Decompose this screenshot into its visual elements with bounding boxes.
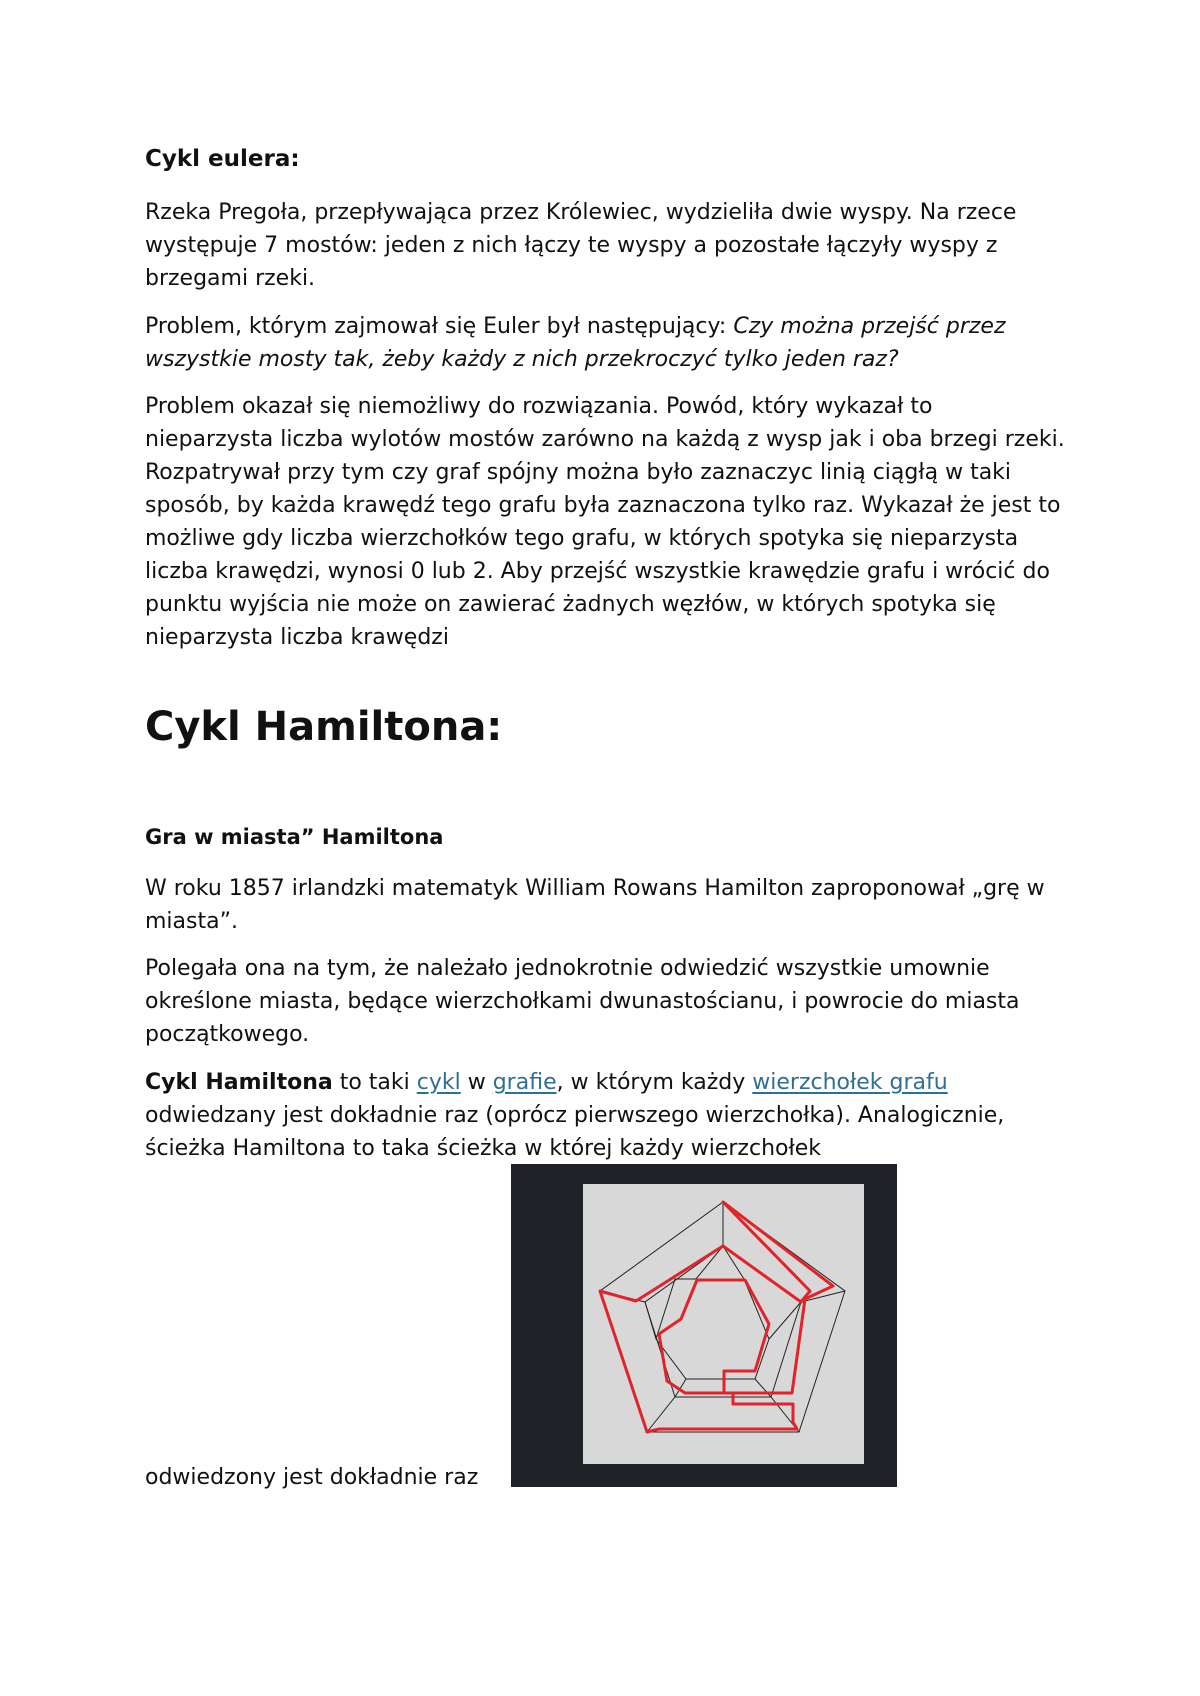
- euler-paragraph-2: [145, 310, 1065, 376]
- link-grafie[interactable]: grafie: [492, 1070, 557, 1095]
- definition-paragraph: [145, 1066, 1065, 1165]
- definition-term: Cykl Hamiltona: [145, 1070, 333, 1095]
- link-cykl[interactable]: cykl: [416, 1070, 461, 1095]
- euler-paragraph-3: Problem okazał się niemożliwy do rozwiązania. Powód, który wykazał to nieparzysta liczba wylotów mostów zarówno na każdą z wysp jak i oba brzegi rzeki. Rozpatrywał przy tym czy graf spójny można było zaznaczyc linią ciągłą w taki sposób, by każda krawędź tego grafu była zaznaczona tylko raz. Wykazał że jest to możliwe gdy liczba wierzchołków tego grafu, w których spotyka się nieparzysta liczba krawędzi, wynosi 0 lub 2. Aby przejść wszystkie krawędzie grafu i wrócić do punktu wyjścia nie może on zawierać żadnych węzłów, w których spotyka się nieparzysta liczba krawędzi: [145, 394, 1065, 650]
- definition-last-line: odwiedzony jest dokładnie raz: [145, 1465, 479, 1490]
- game-paragraph-1: W roku 1857 irlandzki matematyk William Rowans Hamilton zaproponował „grę w miasta”.: [145, 876, 1045, 934]
- definition-text-3: , w którym każdy: [556, 1070, 753, 1095]
- euler-heading: Cykl eulera:: [145, 146, 300, 172]
- link-wierzcholek-grafu[interactable]: wierzchołek grafu: [752, 1070, 948, 1095]
- dodecahedron-graph-image: [511, 1164, 897, 1487]
- game-paragraph-2: Polegała ona na tym, że należało jednokrotnie odwiedzić wszystkie umownie określone miasta, będące wierzchołkami dwunastościanu, i powrocie do miasta początkowego.: [145, 956, 1020, 1047]
- euler-question-intro: Problem, którym zajmował się Euler był następujący:: [145, 314, 734, 339]
- definition-text-1: to taki: [332, 1070, 417, 1095]
- euler-paragraph-1: Rzeka Pregoła, przepływająca przez Królewiec, wydzieliła dwie wyspy. Na rzece występuje 7 mostów: jeden z nich łączy te wyspy a pozostałe łączyły wyspy z brzegami rzeki.: [145, 200, 1017, 291]
- definition-text-2: w: [460, 1070, 493, 1095]
- hamilton-heading: Cykl Hamiltona:: [145, 704, 503, 750]
- game-heading: Gra w miasta” Hamiltona: [145, 825, 444, 849]
- hamiltonian-cycle-figure: [511, 1164, 897, 1487]
- definition-text-4: odwiedzany jest dokładnie raz (oprócz pierwszego wierzchołka). Analogicznie, ścieżka Hamiltona to taka ścieżka w której każdy wierzchołek: [145, 1103, 1005, 1161]
- euler-question: Czy można przejść przez wszystkie mosty tak, żeby każdy z nich przekroczyć tylko jeden raz?: [145, 314, 1006, 372]
